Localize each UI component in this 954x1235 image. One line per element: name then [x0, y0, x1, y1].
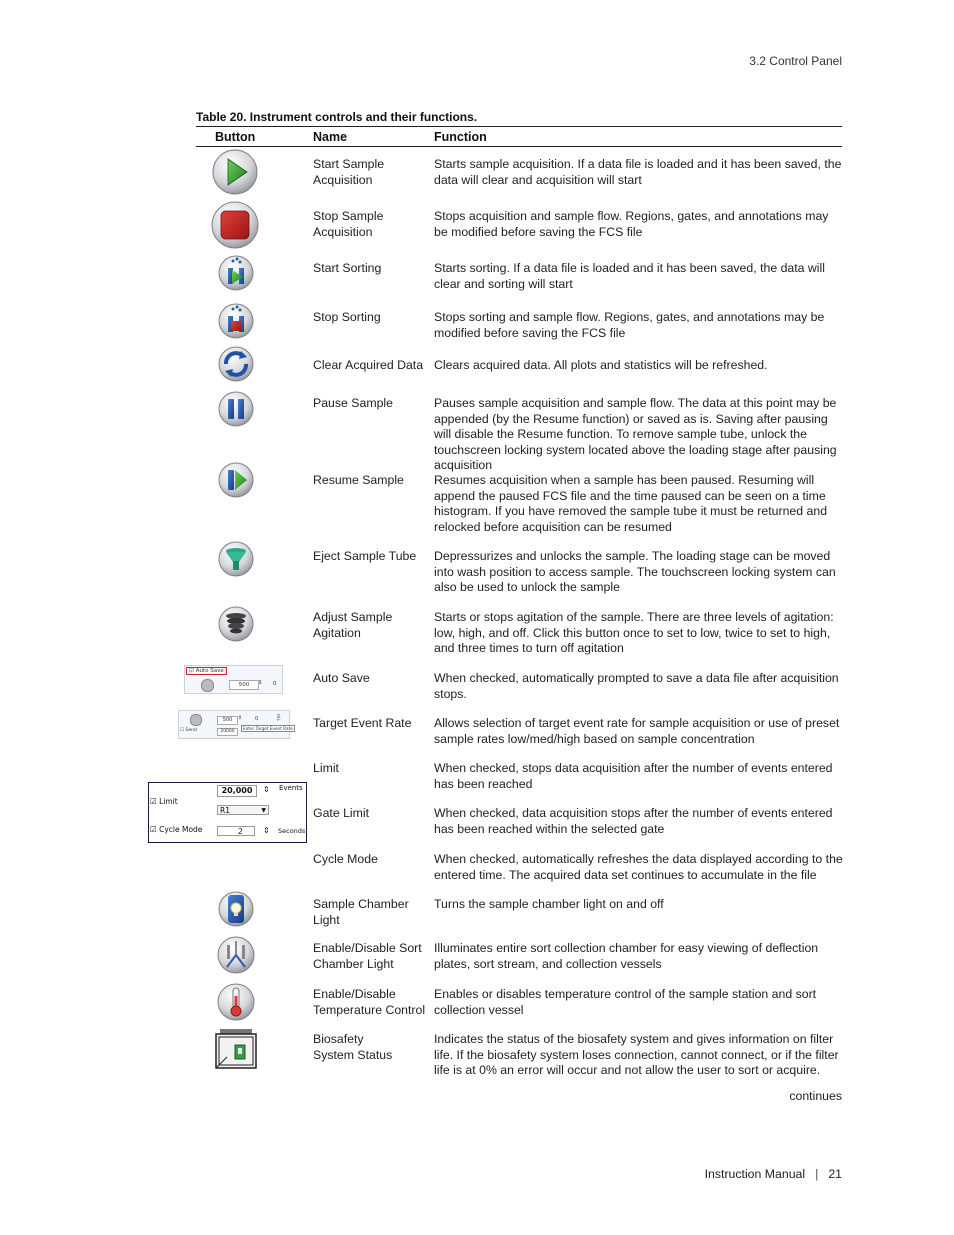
row-name-stop-acquisition: Stop Sample Acquisition — [313, 209, 384, 239]
row-name-clear-data: Clear Acquired Data — [313, 358, 424, 372]
page-footer — [705, 1167, 842, 1181]
section-header: 3.2 Control Panel — [749, 54, 842, 68]
row-name-limit: Limit — [313, 761, 339, 775]
limit-label: Limit — [159, 797, 178, 806]
agitation-icon[interactable] — [217, 605, 255, 643]
row-function-start-sorting: Starts sorting. If a data file is loaded and it has been saved, the data will clear and sorting will start — [434, 261, 826, 291]
row-name-cycle-mode: Cycle Mode — [313, 852, 378, 866]
row-function-eject: Depressurizes and unlocks the sample. The loading stage can be moved into wash position to access sample. The touchscreen locking system can also be used to unlock the sample — [434, 549, 836, 594]
thermometer-icon[interactable] — [216, 982, 256, 1022]
row-function-target-rate: Allows selection of target event rate for sample acquisition or use of preset sample rates low/med/high based on sample concentration — [434, 716, 840, 746]
table-header-rule — [196, 146, 842, 147]
auto-save-checkbox[interactable]: ☑ Auto Save — [186, 667, 227, 675]
chevron-down-icon[interactable]: ▼ — [261, 807, 266, 814]
row-name-agitation: Adjust Sample Agitation — [313, 610, 393, 640]
row-function-auto-save: When checked, automatically prompted to save a data file after acquisition stops. — [434, 671, 839, 701]
auto-save-spinner-icon[interactable]: ⇕ — [258, 680, 263, 686]
events-spinner-icon[interactable]: ⇕ — [263, 785, 270, 794]
row-function-resume: Resumes acquisition when a sample has been paused. Resuming will append the paused FCS file and the time paused can be seen on a time histogram. If you have removed the sample tube it must be returned and relocked before acquisition can be resumed — [434, 473, 828, 534]
play-icon[interactable] — [211, 149, 259, 195]
row-function-limit: When checked, stops data acquisition after the number of events entered has been reached — [434, 761, 833, 791]
cycle-seconds-field[interactable]: 2 — [217, 826, 255, 836]
row-name-auto-save: Auto Save — [313, 671, 370, 685]
table-caption: Table 20. Instrument controls and their functions. — [196, 110, 478, 124]
speed-dial-icon — [201, 679, 214, 692]
page-number: 21 — [828, 1167, 842, 1181]
row-name-stop-sorting: Stop Sorting — [313, 310, 381, 324]
seconds-spinner-icon[interactable]: ⇕ — [263, 826, 270, 835]
gate-select[interactable] — [217, 805, 269, 815]
target-rate-value-field[interactable]: 500 — [217, 716, 238, 725]
send-checkbox[interactable]: ☐ Send — [180, 728, 197, 733]
target-rate-units: mL — [275, 714, 280, 721]
gate-select-value: R1 — [220, 806, 230, 815]
row-function-chamber-light: Turns the sample chamber light on and off — [434, 897, 664, 911]
refresh-icon[interactable] — [217, 345, 255, 383]
pause-icon[interactable] — [217, 390, 255, 428]
auto-save-value-field[interactable]: 500 — [229, 680, 259, 690]
row-name-resume: Resume Sample — [313, 473, 404, 487]
row-function-biosafety: Indicates the status of the biosafety system and gives information on filter life. If the biosafety system loses connection, cannot connect, or if the filter life is at 0% an error will occur and not allow the user to sort or acquire. — [434, 1032, 839, 1077]
sort-chamber-light-icon[interactable] — [216, 935, 256, 975]
target-rate-suffix: 0 — [255, 716, 259, 722]
row-name-start-acquisition: Start Sample Acquisition — [313, 157, 385, 187]
limit-panel[interactable] — [148, 782, 307, 843]
events-limit-field[interactable]: 20,000 — [217, 785, 257, 797]
row-name-temperature: Enable/Disable Temperature Control — [313, 987, 426, 1017]
row-name-gate-limit: Gate Limit — [313, 806, 370, 820]
target-rate-spinner-icon[interactable]: ⇕ — [238, 715, 243, 721]
row-function-stop-sorting: Stops sorting and sample flow. Regions, gates, and annotations may be modified before saving the FCS file — [434, 310, 825, 340]
row-name-target-rate: Target Event Rate — [313, 716, 412, 730]
row-function-temperature: Enables or disables temperature control of the sample station and sort collection vessel — [434, 987, 817, 1017]
row-function-start-acquisition: Starts sample acquisition. If a data file is loaded and it has been saved, the data will clear and acquisition will start — [434, 157, 842, 187]
stop-sort-icon[interactable] — [217, 302, 255, 340]
row-name-pause: Pause Sample — [313, 396, 393, 410]
start-sort-icon[interactable] — [217, 254, 255, 292]
row-name-chamber-light: Sample Chamber Light — [313, 897, 409, 927]
target-rate-widget[interactable] — [178, 710, 293, 739]
eject-icon[interactable] — [217, 540, 255, 578]
row-function-stop-acquisition: Stops acquisition and sample flow. Regions, gates, and annotations may be modified before saving the FCS file — [434, 209, 829, 239]
row-name-eject: Eject Sample Tube — [313, 549, 417, 563]
row-function-clear-data: Clears acquired data. All plots and statistics will be refreshed. — [434, 358, 768, 372]
auto-save-widget[interactable] — [184, 665, 283, 694]
row-function-pause: Pauses sample acquisition and sample flow. The data at this point may be appended (by the Resume function) or saved as is. Saving after pausing will disable the Resume function. To remove sample tube, unlock the touchscreen locking system located above the loading stage after pausing acquisition — [434, 396, 837, 472]
row-function-cycle-mode: When checked, automatically refreshes the data displayed according to the entered time. The acquired data set continues to accumulate in the file — [434, 852, 843, 882]
target-rate-tooltip: Enter Target Event Rate — [243, 726, 293, 731]
column-header-button: Button — [215, 130, 256, 144]
events-label: Events — [279, 784, 303, 792]
biosafety-cabinet-icon[interactable] — [213, 1027, 259, 1071]
cycle-mode-label: Cycle Mode — [159, 825, 203, 834]
row-function-gate-limit: When checked, data acquisition stops after the number of events entered has been reached within the selected gate — [434, 806, 833, 836]
cycle-mode-checkbox[interactable]: ☑ Cycle Mode — [150, 825, 203, 834]
resume-icon[interactable] — [217, 461, 255, 499]
seconds-label: Seconds — [278, 827, 306, 835]
target-rate-count-field[interactable]: 20000 — [217, 728, 238, 736]
row-function-agitation: Starts or stops agitation of the sample. There are three levels of agitation: low, high, and off. Click this button once to set to low, twice to set to high, and three times to turn off agitation — [434, 610, 834, 655]
footer-separator: | — [815, 1167, 819, 1181]
continues-note: continues — [789, 1089, 842, 1103]
column-header-function: Function — [434, 130, 487, 144]
stop-icon[interactable] — [210, 201, 260, 249]
column-header-name: Name — [313, 130, 348, 144]
send-label: Send — [185, 728, 197, 733]
limit-checkbox[interactable]: ☑ Limit — [150, 797, 178, 806]
row-name-biosafety: Biosafety System Status — [313, 1032, 393, 1062]
chamber-light-icon[interactable] — [217, 889, 255, 929]
auto-save-suffix: 0 — [273, 681, 277, 687]
row-name-sort-chamber-light: Enable/Disable Sort Chamber Light — [313, 941, 422, 971]
table-top-rule — [196, 126, 842, 127]
row-name-start-sorting: Start Sorting — [313, 261, 382, 275]
footer-title: Instruction Manual — [704, 1167, 806, 1181]
speed-dial-icon — [190, 714, 202, 726]
row-function-sort-chamber-light: Illuminates entire sort collection chamber for easy viewing of deflection plates, sort stream, and collection vessels — [434, 941, 819, 971]
auto-save-checkbox-label: Auto Save — [195, 668, 224, 674]
